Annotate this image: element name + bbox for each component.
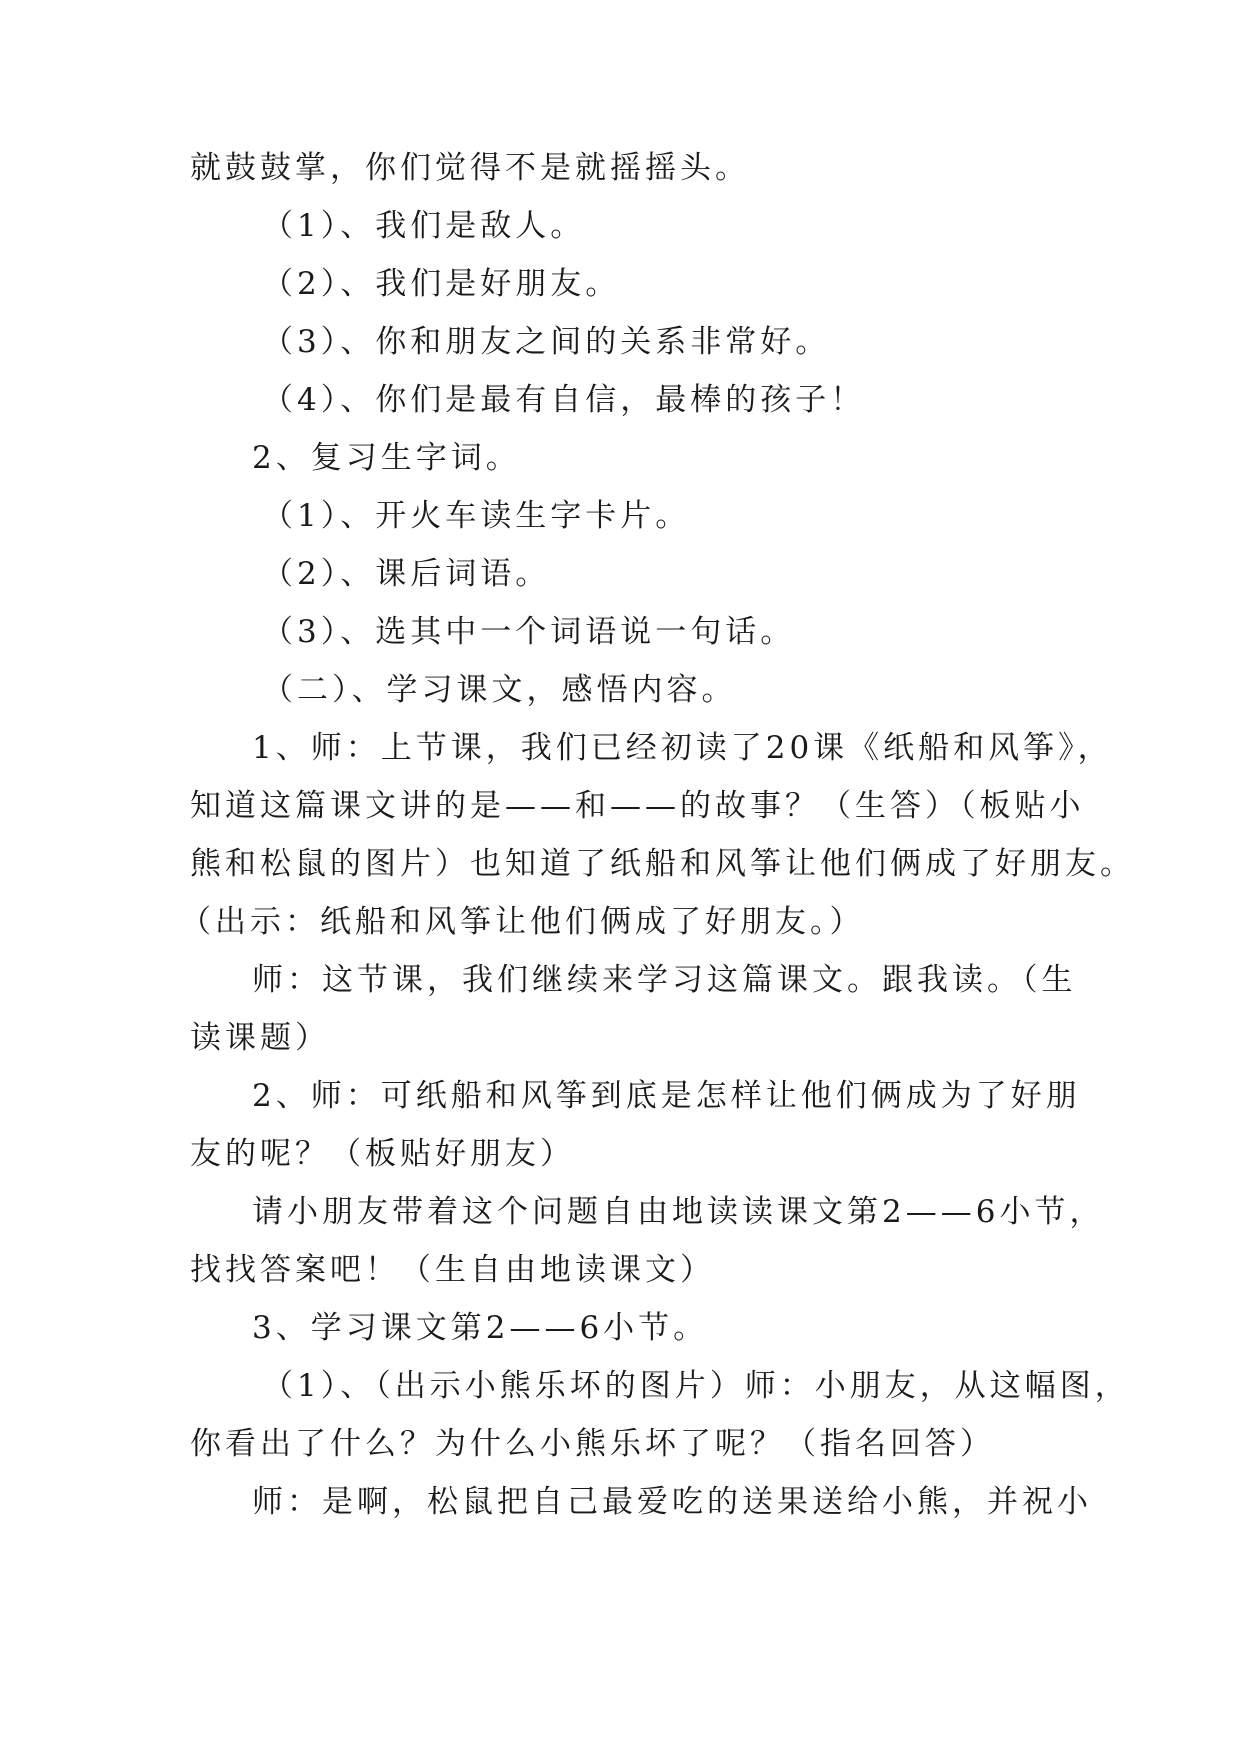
text-line: 读课题） [190,1020,330,1056]
text-line: 1、师：上节课，我们已经初读了20课《纸船和风筝》， [252,730,1113,766]
text-line: （3）、选其中一个词语说一句话。 [262,614,796,650]
text-line: 你看出了什么？为什么小熊乐坏了呢？（指名回答） [190,1426,995,1462]
section-heading: （二）、学习课文，感悟内容。 [262,672,737,708]
text-line: （2）、我们是好朋友。 [262,266,621,302]
text-line: （1）、开火车读生字卡片。 [262,498,691,534]
text-line: （1）、我们是敌人。 [262,208,586,244]
text-line: 知道这篇课文讲的是——和——的故事？（生答）（板贴小 [190,788,1085,824]
text-line: （2）、课后词语。 [262,556,551,592]
text-line: （3）、你和朋友之间的关系非常好。 [262,324,831,360]
text-line: 请小朋友带着这个问题自由地读读课文第2——6小节， [252,1194,1105,1230]
text-line: 2、师：可纸船和风筝到底是怎样让他们俩成为了好朋 [252,1078,1081,1114]
text-line: 熊和松鼠的图片）也知道了纸船和风筝让他们俩成了好朋友。 [190,846,1135,882]
text-line: 找找答案吧！（生自由地读课文） [190,1252,715,1288]
text-line: （出示：纸船和风筝让他们俩成了好朋友。） [180,904,865,940]
text-line: （1）、（出示小熊乐坏的图片）师：小朋友，从这幅图， [262,1368,1130,1404]
text-line: 2、复习生字词。 [252,440,521,476]
text-line: 师：这节课，我们继续来学习这篇课文。跟我读。（生 [252,962,1077,998]
text-line: （4）、你们是最有自信，最棒的孩子！ [262,382,866,418]
text-line: 师：是啊，松鼠把自己最爱吃的送果送给小熊，并祝小 [252,1484,1092,1520]
text-line: 友的呢？（板贴好朋友） [190,1136,575,1172]
text-line: 3、学习课文第2——6小节。 [252,1310,709,1346]
text-line: 就鼓鼓掌，你们觉得不是就摇摇头。 [190,150,750,186]
